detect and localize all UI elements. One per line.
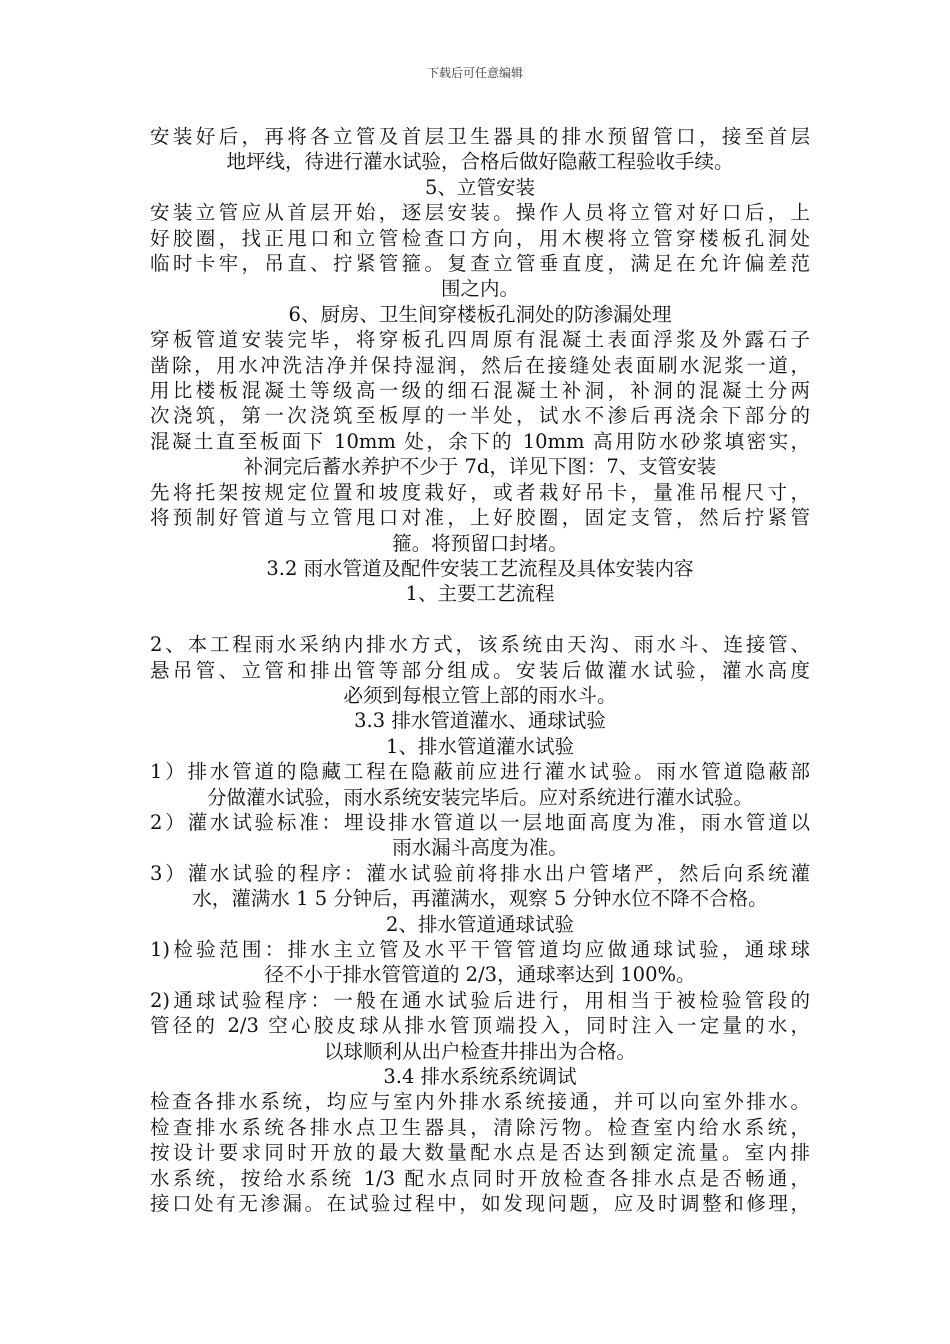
text-line: 补洞完后蓄水养护不少于 7d，详见下图：7、支管安装 <box>243 455 717 479</box>
text-line: 凿除，用水冲洗洁净并保持湿润，然后在接缝处表面刷水泥浆一道， <box>150 353 810 377</box>
text-line: 分做灌水试验，雨水系统安装完毕后。应对系统进行灌水试验。 <box>206 785 753 809</box>
text-line: 水系统，按给水系统 1/3 配水点同时开放检查各排水点是否畅通， <box>150 1166 810 1190</box>
text-line: 悬吊管、立管和排出管等部分组成。安装后做灌水试验，灌水高度 <box>150 658 810 682</box>
text-line: 2)通球试验程序：一般在通水试验后进行，用相当于被检验管段的 <box>150 988 810 1012</box>
text-line: 安装立管应从首层开始，逐层安装。操作人员将立管对好口后，上 <box>150 201 810 225</box>
page-header: 下载后可任意编辑 <box>426 66 523 80</box>
text-line: 必须到每根立管上部的雨水斗。 <box>343 683 617 707</box>
text-line: 1、主要工艺流程 <box>405 582 555 606</box>
text-line: 1）排水管道的隐藏工程在隐蔽前应进行灌水试验。雨水管道隐蔽部 <box>150 760 810 784</box>
text-line: 安装好后，再将各立管及首层卫生器具的排水预留管口，接至首层 <box>150 125 810 148</box>
text-line: 水，灌满水 1 5 分钟后，再灌满水，观察 5 分钟水位不降不合格。 <box>192 887 768 911</box>
text-line: 将预制好管道与立管甩口对准，上好胶圈，固定支管，然后拧紧管 <box>150 506 810 530</box>
text-line: 箍。将预留口封堵。 <box>392 531 568 555</box>
text-line: 检查各排水系统，均应与室内外排水系统接通，并可以向室外排水。 <box>150 1090 810 1114</box>
text-line: 5、立管安装 <box>425 175 535 199</box>
text-line: 次浇筑，第一次浇筑至板厚的一半处，试水不渗后再浇余下部分的 <box>150 404 810 428</box>
text-line: 管径的 2/3 空心胶皮球从排水管顶端投入，同时注入一定量的水， <box>150 1014 810 1038</box>
text-line: 先将托架按规定位置和坡度栽好，或者栽好吊卡，量准吊棍尺寸， <box>150 480 810 504</box>
text-line: 6、厨房、卫生间穿楼板孔洞处的防渗漏处理 <box>288 302 672 326</box>
text-line: 临时卡牢，吊直、拧紧管箍。复查立管垂直度，满足在允许偏差范 <box>150 252 810 276</box>
text-line: 3.4 排水系统系统调试 <box>383 1065 577 1089</box>
text-line: 径不小于排水管管道的 2/3，通球率达到 100%。 <box>264 963 696 987</box>
text-line: 雨水漏斗高度为准。 <box>392 836 568 860</box>
document-body <box>150 124 810 1216</box>
text-line: 地坪线，待进行灌水试验，合格后做好隐蔽工程验收手续。 <box>226 150 734 174</box>
text-line: 围之内。 <box>440 277 519 301</box>
text-line: 3）灌水试验的程序：灌水试验前将排水出户管堵严，然后向系统灌 <box>150 861 810 885</box>
text-line: 1、排水管道灌水试验 <box>386 734 574 758</box>
blank-line <box>150 607 810 632</box>
text-line: 2、排水管道通球试验 <box>386 912 574 936</box>
text-line: 以球顺利从出户检查井排出为合格。 <box>323 1039 636 1063</box>
text-line: 1)检验范围：排水主立管及水平干管管道均应做通球试验，通球球 <box>150 937 810 961</box>
text-line: 混凝土直至板面下 10mm 处，余下的 10mm 高用防水砂浆填密实， <box>150 429 810 453</box>
text-line: 2、本工程雨水采纳内排水方式，该系统由天沟、雨水斗、连接管、 <box>150 633 810 657</box>
text-line: 接口处有无渗漏。在试验过程中，如发现问题，应及时调整和修理， <box>150 1192 810 1216</box>
text-line: 用比楼板混凝土等级高一级的细石混凝土补洞，补洞的混凝土分两 <box>150 379 810 403</box>
text-line: 3.2 雨水管道及配件安装工艺流程及具体安装内容 <box>266 556 694 580</box>
text-line: 按设计要求同时开放的最大数量配水点是否达到额定流量。室内排 <box>150 1141 810 1165</box>
text-line: 3.3 排水管道灌水、通球试验 <box>354 709 606 733</box>
text-line: 检查排水系统各排水点卫生器具，清除污物。检查室内给水系统， <box>150 1115 810 1139</box>
text-line: 好胶圈，找正甩口和立管检查口方向，用木楔将立管穿楼板孔洞处 <box>150 226 810 250</box>
text-line: 2）灌水试验标准：埋设排水管道以一层地面高度为准，雨水管道以 <box>150 810 810 834</box>
text-line: 穿板管道安装完毕，将穿板孔四周原有混凝土表面浮浆及外露石子 <box>150 328 810 352</box>
